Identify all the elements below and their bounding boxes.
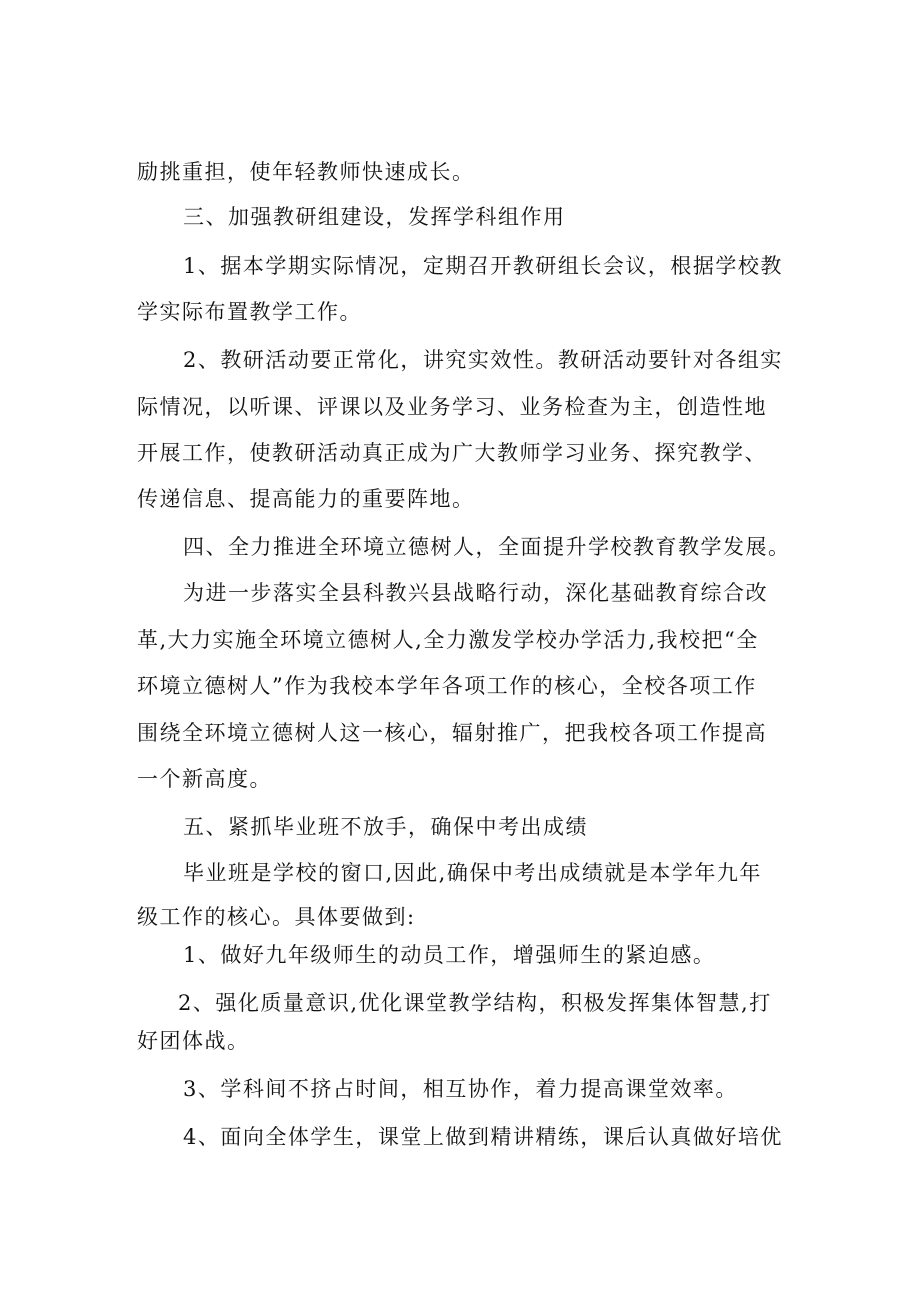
section-heading-5: 五、紧抓毕业班不放手，确保中考出成绩	[183, 815, 588, 839]
paragraph-line: 为进一步落实全县科教兴县战略行动，深化基础教育综合改	[183, 581, 768, 605]
list-item: 4、面向全体学生，课堂上做到精讲精练，课后认真做好培优	[183, 1125, 783, 1149]
list-item: 2、强化质量意识,优化课堂教学结构，积极发挥集体智慧,打	[178, 991, 772, 1015]
paragraph-line: 2、教研活动要正常化，讲究实效性。教研活动要针对各组实	[183, 348, 783, 372]
paragraph-line: 1、据本学期实际情况，定期召开教研组长会议，根据学校教	[183, 254, 783, 278]
paragraph-line: 环境立德树人”作为我校本学年各项工作的核心，全校各项工作	[137, 674, 757, 698]
section-heading-3: 三、加强教研组建设，发挥学科组作用	[183, 205, 566, 229]
paragraph-line: 一个新高度。	[137, 767, 272, 791]
list-item: 3、学科间不挤占时间，相互协作，着力提高课堂效率。	[183, 1077, 738, 1101]
paragraph-line: 际情况，以听课、评课以及业务学习、业务检查为主，创造性地	[137, 395, 767, 419]
paragraph-line: 学实际布置教学工作。	[137, 300, 362, 324]
paragraph-line: 开展工作，使教研活动真正成为广大教师学习业务、探究教学、	[137, 441, 767, 465]
paragraph-line: 围绕全环境立德树人这一核心，辐射推广，把我校各项工作提高	[137, 721, 767, 745]
list-item: 1、做好九年级师生的动员工作，增强师生的紧迫感。	[183, 943, 716, 967]
paragraph-line: 级工作的核心。具体要做到:	[137, 905, 416, 929]
paragraph-line: 励挑重担，使年轻教师快速成长。	[137, 160, 475, 184]
section-heading-4: 四、全力推进全环境立德树人，全面提升学校教育教学发展。	[183, 535, 791, 559]
paragraph-line: 毕业班是学校的窗口,因此,确保中考出成绩就是本学年九年	[183, 861, 762, 885]
paragraph-line: 革,大力实施全环境立德树人,全力激发学校办学活力,我校把“全	[137, 628, 759, 652]
paragraph-line: 传递信息、提高能力的重要阵地。	[137, 487, 475, 511]
paragraph-line: 好团体战。	[137, 1029, 250, 1053]
